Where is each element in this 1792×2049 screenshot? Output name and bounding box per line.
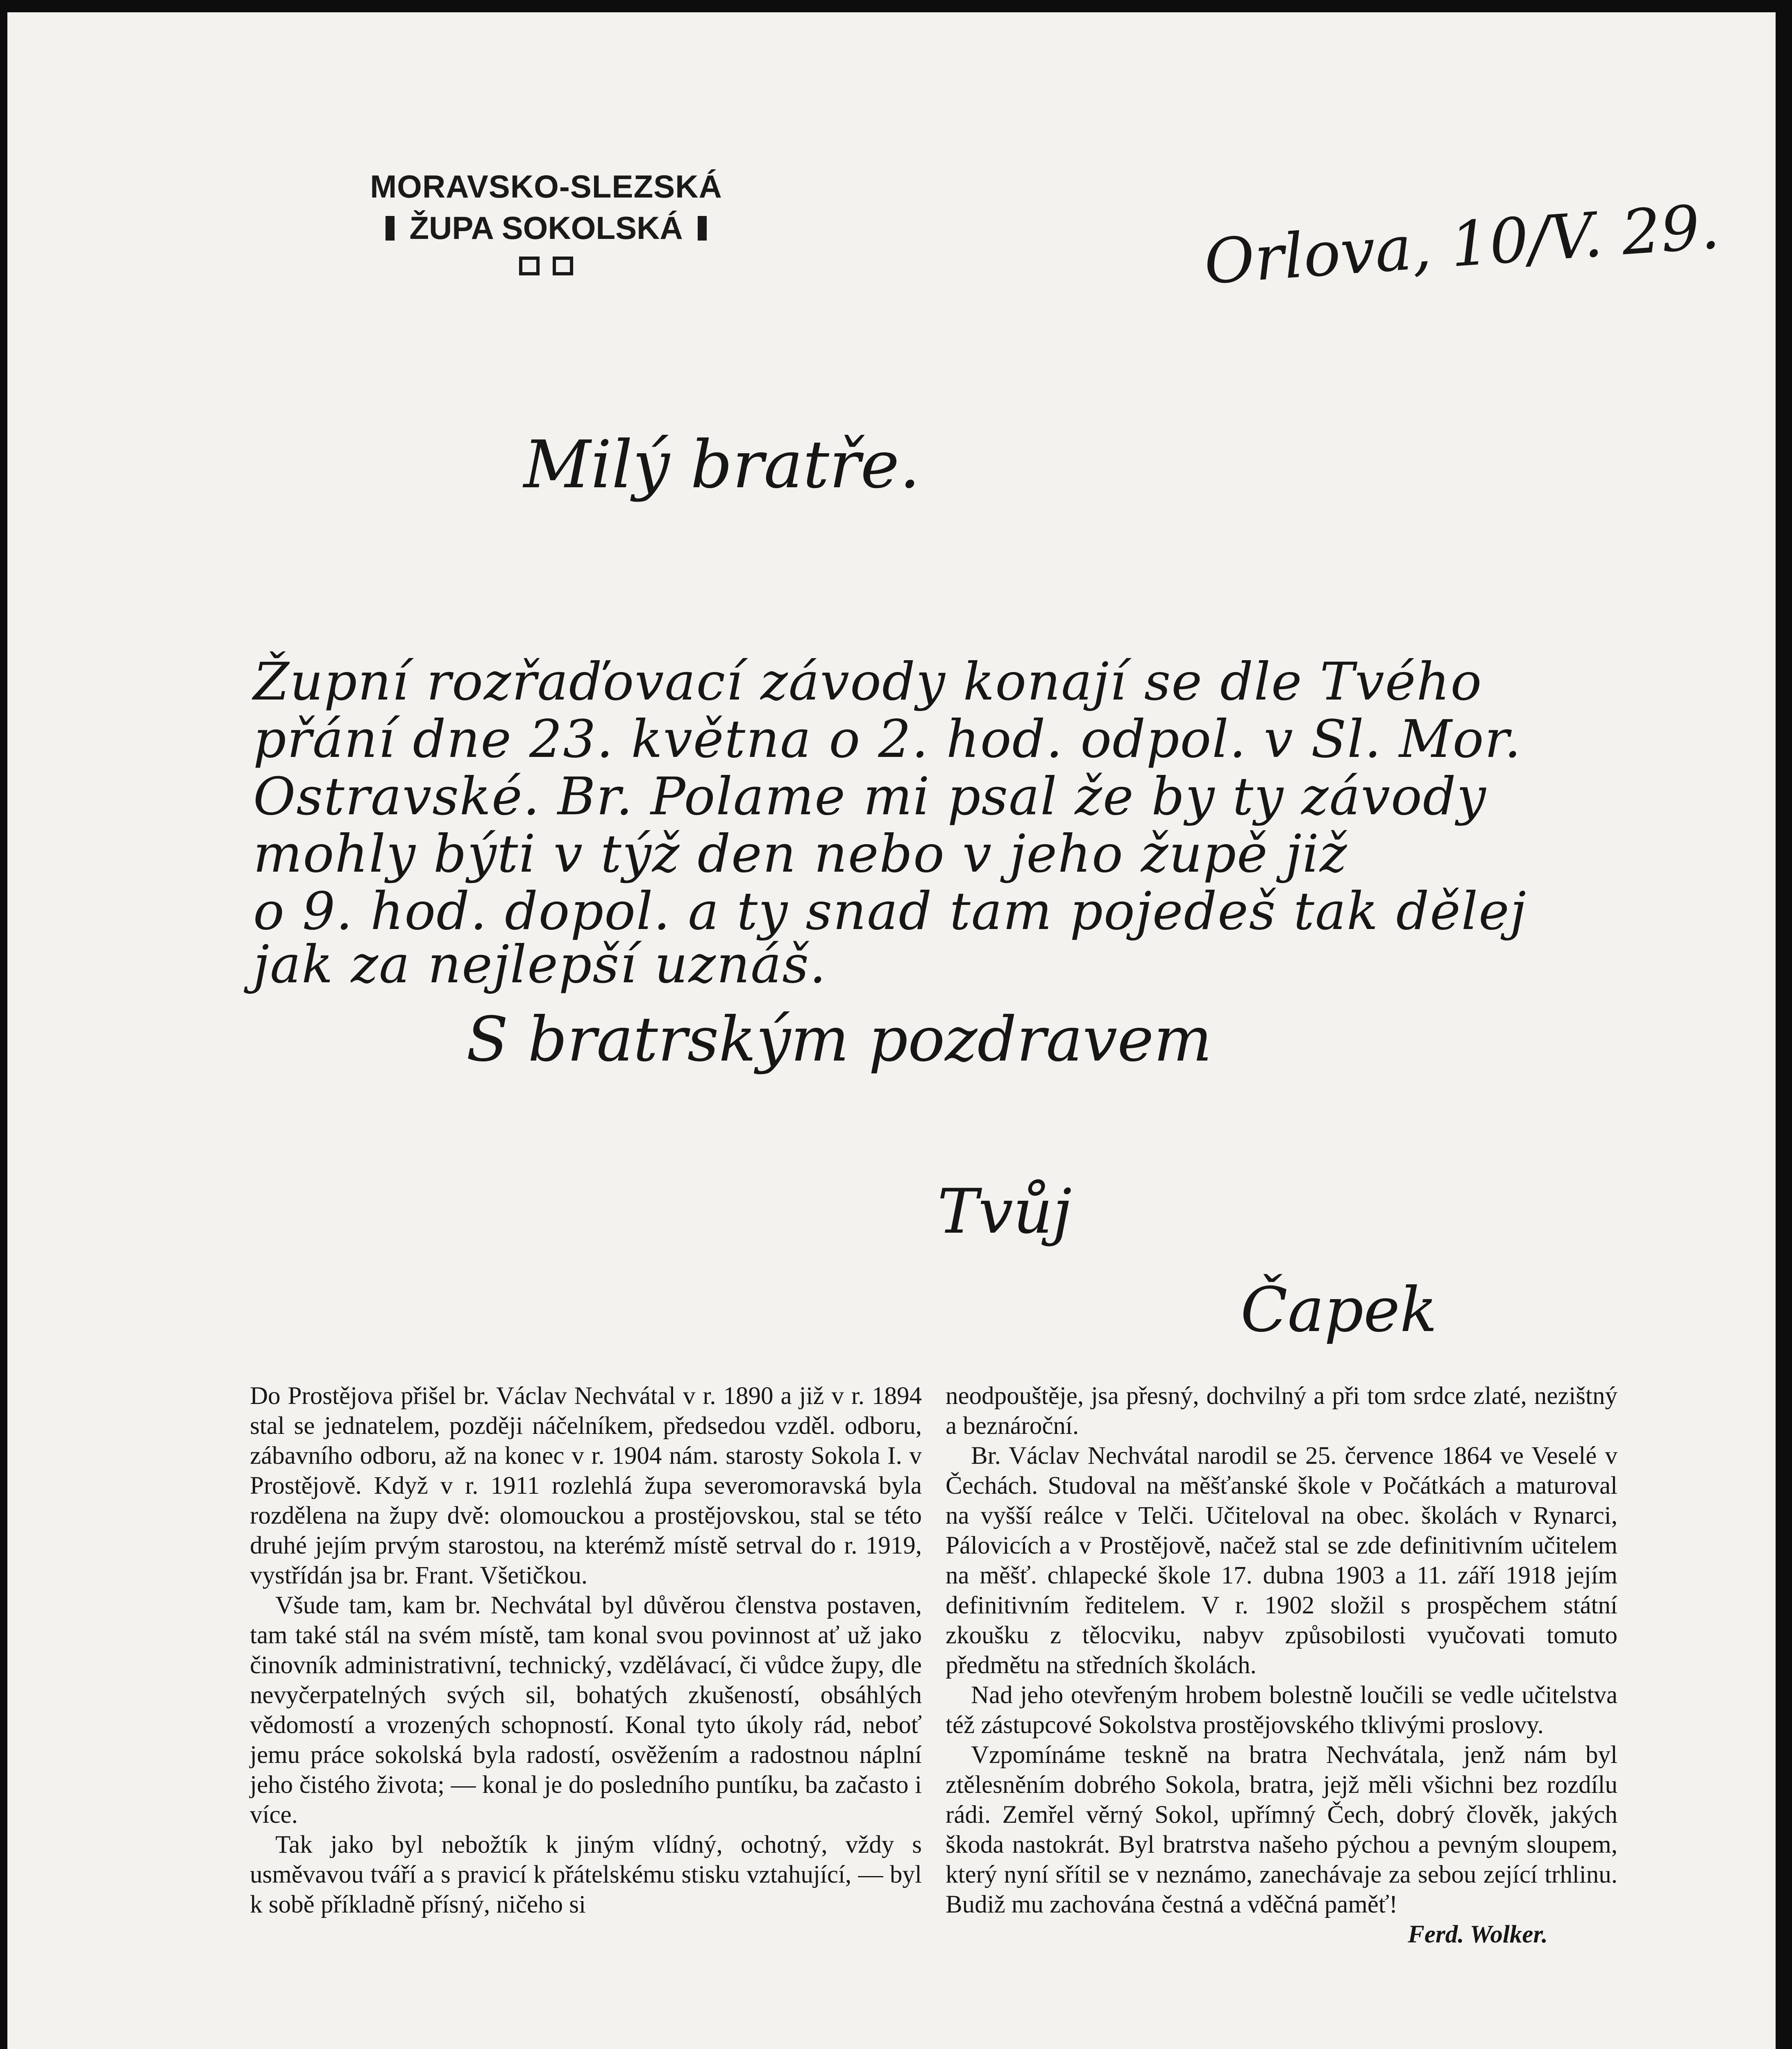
article-paragraph: Tak jako byl nebožtík k jiným vlídný, ochotný, vždy s usměvavou tváří a s pravicí k přátelskému stisku vztahující, — byl k sobě příkladně přísný, ničeho si bbox=[250, 1831, 922, 1918]
letter-salutation: Milý bratře. bbox=[524, 426, 921, 503]
letter-greeting: S bratrským pozdravem bbox=[466, 1004, 1212, 1075]
article-column-left bbox=[250, 1381, 922, 1920]
article-paragraph: Všude tam, kam br. Nechvátal byl důvěrou členstva postaven, tam také stál na svém místě, tam konal svou povinnost ať už jako činovník administrativní, technický, vzdělávací, či vůdce župy, dle nevyčerpatelných svých sil, bohatých zkušeností, obsáhlých vědomostí a vrozených schopností. Konal tyto úkoly rád, neboť jemu práce sokolská byla radostí, osvěžením a radostnou náplní jeho čistého života; — konal je do posledního puntíku, ba začasto i více. bbox=[250, 1592, 922, 1829]
article-paragraph: Nad jeho otevřeným hrobem bolestně loučili se vedle učitelstva též zástupcové Sokolstva prostějovského tklivými proslovy. bbox=[946, 1681, 1617, 1739]
article-paragraph: Br. Václav Nechvátal narodil se 25. července 1864 ve Veselé v Čechách. Studoval na měšťanské škole v Počátkách a maturoval na vyšší reálce v Telči. Učiteloval na obec. školách v Rynarci, Pálovicích a v Prostějově, načež stal se zde definitivním učitelem na měšť. chlapecké škole 17. dubna 1903 a 11. září 1918 jejím definitivním ředitelem. V r. 1902 složil s prospěchem státní zkoušku z tělocviku, nabyv způsobilosti vyučovati tomuto předmětu na středních školách. bbox=[946, 1442, 1617, 1679]
letter-line: přání dne 23. května o 2. hod. odpol. v Sl. Mor. bbox=[253, 709, 1522, 769]
letter-place-date: Orlova, 10/V. 29. bbox=[1202, 191, 1722, 298]
article-column-right bbox=[946, 1381, 1617, 1949]
letter-line: o 9. hod. dopol. a ty snad tam pojedeš tak dělej bbox=[253, 881, 1527, 941]
letter-line: Ostravské. Br. Polame mi psal že by ty závody bbox=[253, 766, 1487, 827]
letter-line: jak za nejlepší uznáš. bbox=[253, 934, 827, 995]
letter-signature: Čapek bbox=[1241, 1274, 1437, 1346]
letter-line: Župní rozřaďovací závody konají se dle Tvého bbox=[253, 652, 1483, 712]
handwritten-letter bbox=[7, 12, 1776, 1406]
article-paragraph: Do Prostějova přišel br. Václav Nechvátal v r. 1890 a již v r. 1894 stal se jednatelem, později náčelníkem, předsedou vzděl. odboru, zábavního odboru, až na konec v r. 1904 nám. starosty Sokola I. v Prostějově. Když v r. 1911 rozlehlá župa severomoravská byla rozdělena na župy dvě: olomouckou a prostějovskou, stal se této druhé jejím prvým starostou, na kterémž místě setrval do r. 1919, vystřídán jsa br. Frant. Všetičkou. bbox=[250, 1382, 922, 1589]
document-page bbox=[7, 12, 1776, 2049]
article-author: Ferd. Wolker. bbox=[1408, 1921, 1548, 1948]
letterhead-line-1: MORAVSKO-SLEZSKÁ bbox=[370, 168, 722, 204]
article-paragraph: neodpouštěje, jsa přesný, dochvilný a při tom srdce zlaté, nezištný a beznároční. bbox=[946, 1382, 1617, 1440]
letterhead-line-2: ŽUPA SOKOLSKÁ bbox=[409, 210, 683, 246]
letter-closing: Tvůj bbox=[937, 1176, 1072, 1247]
article-paragraph: Vzpomínáme teskně na bratra Nechvátala, jenž nám byl ztělesněním dobrého Sokola, bratra, jejž měli všichni bez rozdílu rádi. Zemřel věrný Sokol, upřímný Čech, dobrý člověk, jakých škoda nastokrát. Byl bratrstva našeho pýchou a pevným sloupem, který nyní sřítil se v neznámo, zanechávaje za sebou zející trhlinu. Budiž mu zachována čestná a vděčná paměť! bbox=[946, 1741, 1617, 1918]
letter-line: mohly býti v týž den nebo v jeho župě již bbox=[253, 824, 1348, 884]
